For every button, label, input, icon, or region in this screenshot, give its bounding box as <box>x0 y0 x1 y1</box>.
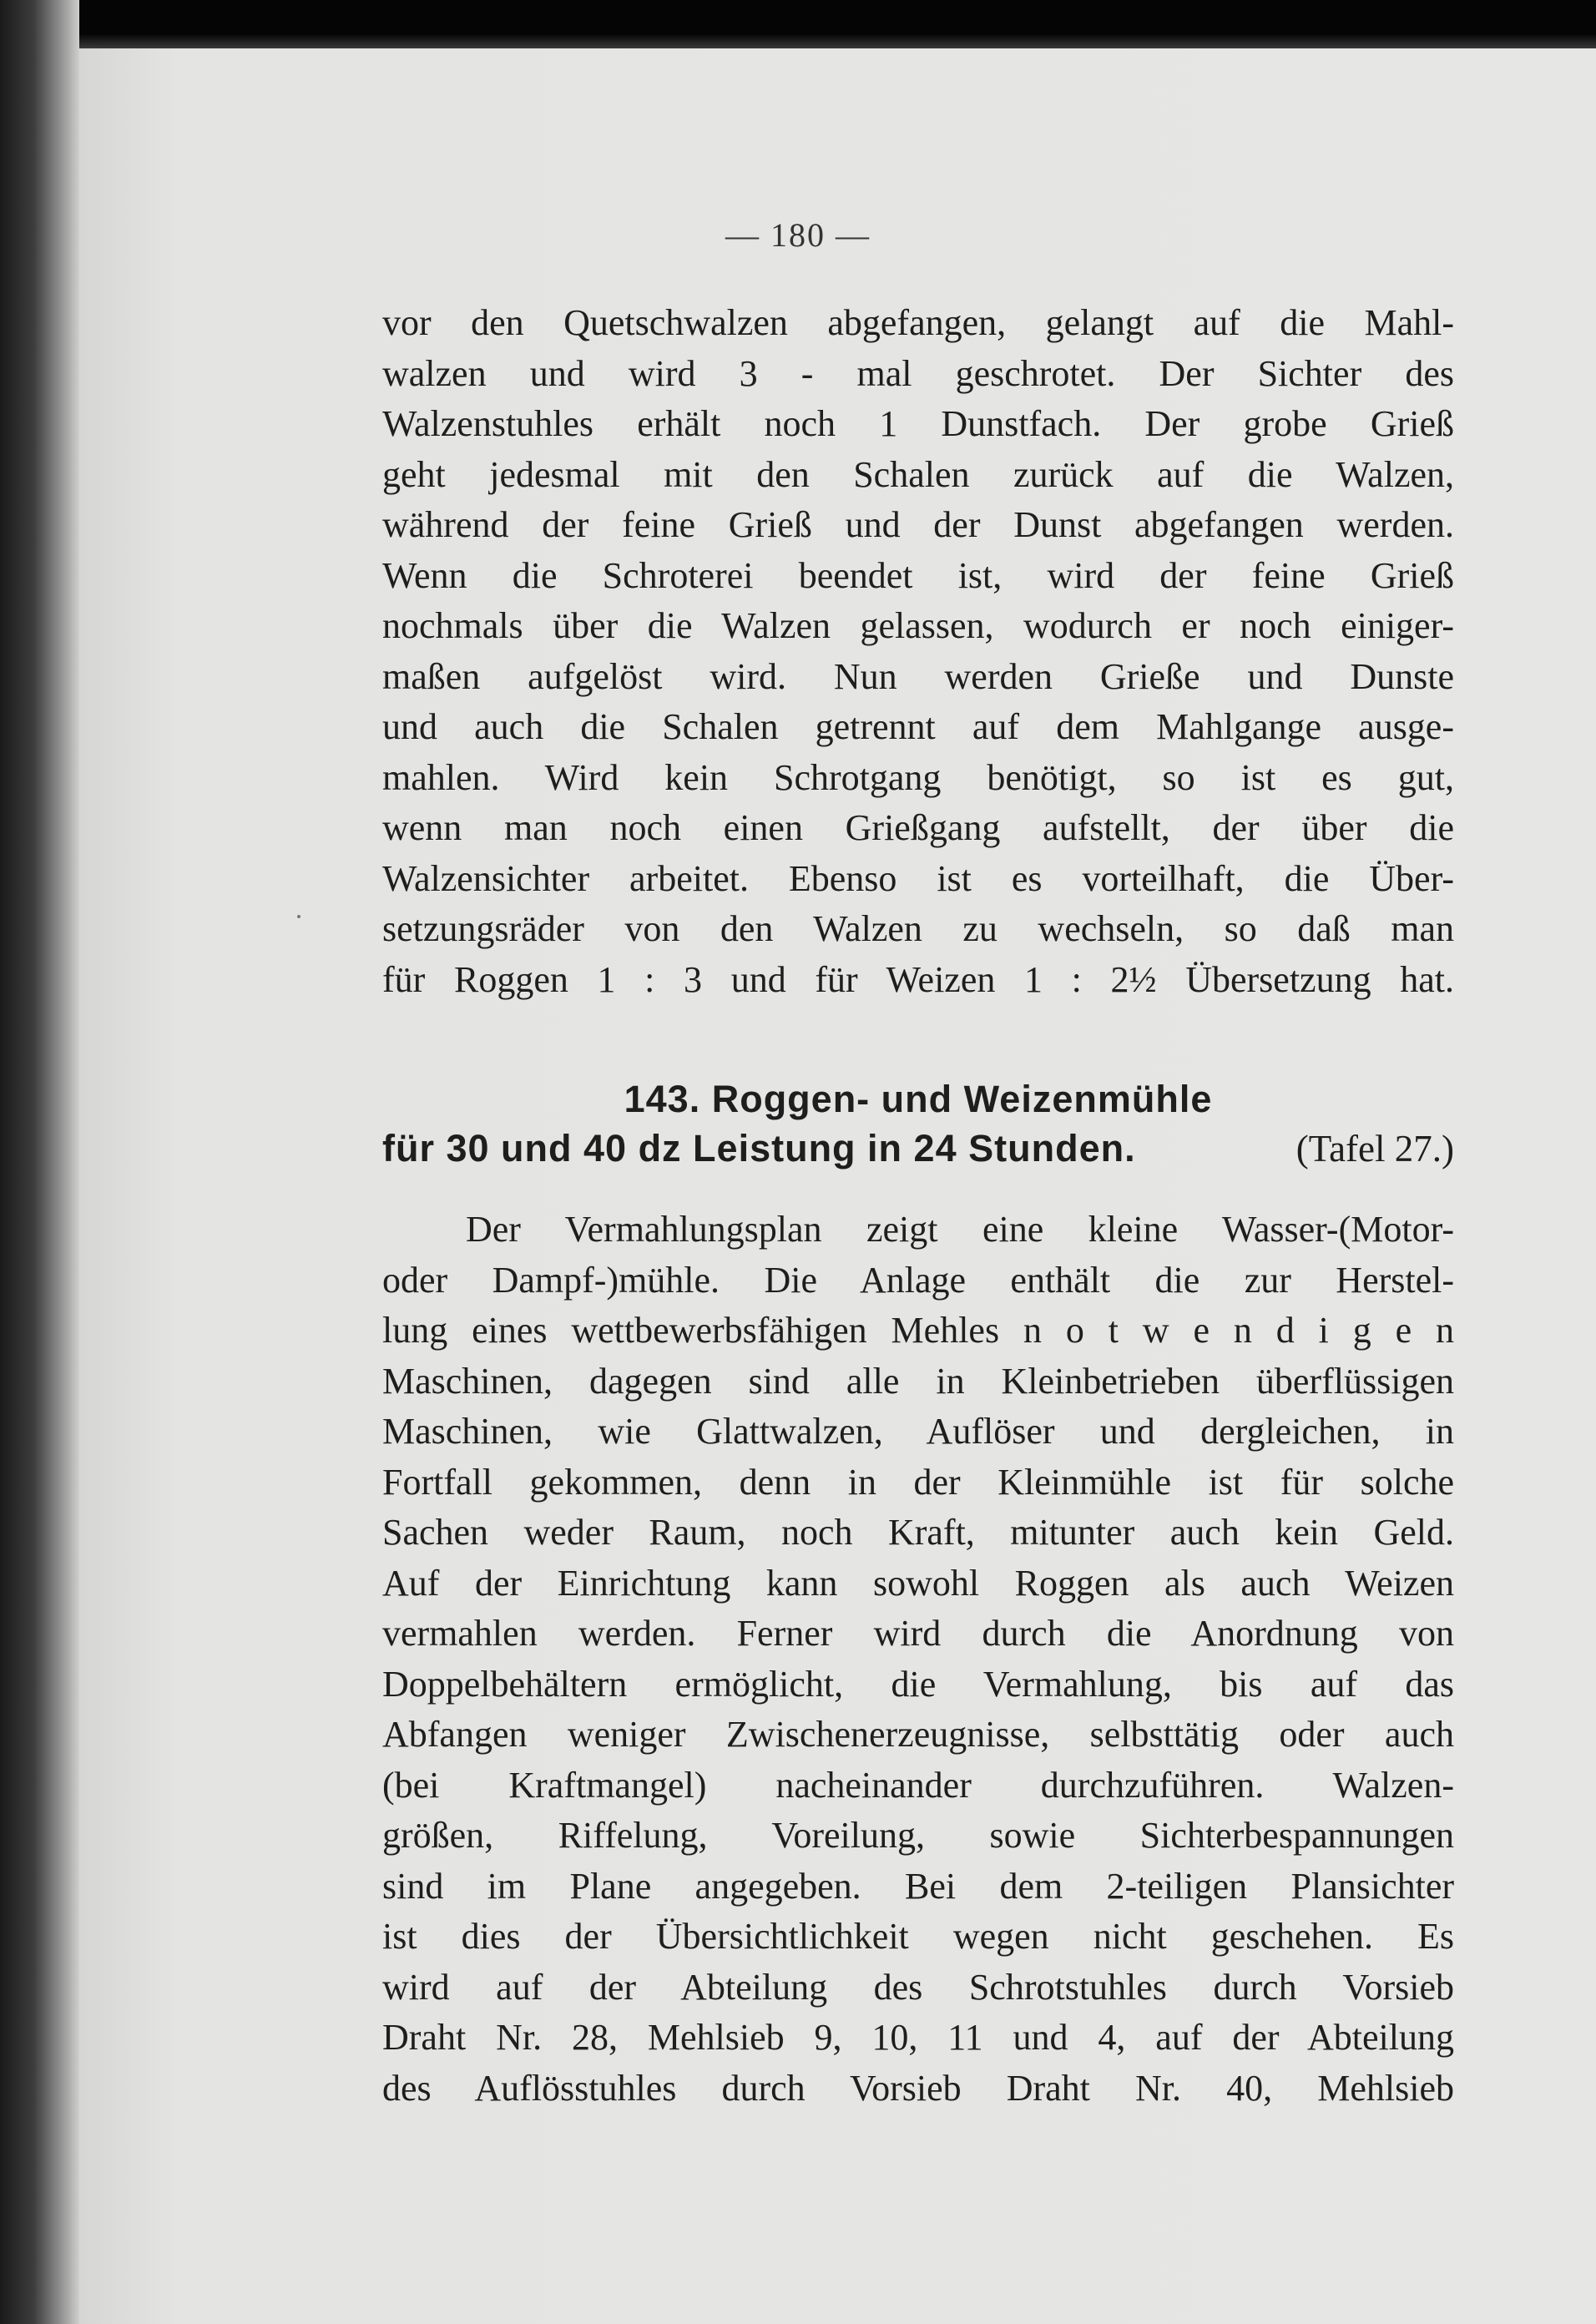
text-line: nochmals über die Walzen gelassen, wodurch er noch einiger- <box>382 605 1454 646</box>
text-line: wird auf der Abteilung des Schrotstuhles durch Vorsieb <box>382 1966 1454 2008</box>
text-line: walzen und wird 3 - mal geschrotet. Der Sichter des <box>382 352 1454 394</box>
paragraph-1 <box>382 298 1454 1005</box>
text-line: für Roggen 1 : 3 und für Weizen 1 : 2½ Übersetzung hat. <box>382 958 1454 1000</box>
text-line: mahlen. Wird kein Schrotgang benötigt, so ist es gut, <box>382 756 1454 798</box>
text-line: Fortfall gekommen, denn in der Kleinmühle ist für solche <box>382 1461 1454 1503</box>
text-line: des Auflösstuhles durch Vorsieb Draht Nr. 40, Mehlsieb <box>382 2067 1454 2109</box>
text-line: Walzenstuhles erhält noch 1 Dunstfach. Der grobe Grieß <box>382 403 1454 444</box>
section-title-line-1: 143. Roggen- und Weizenmühle <box>624 1078 1213 1120</box>
section-heading <box>382 1075 1454 1174</box>
text-line: Draht Nr. 28, Mehlsieb 9, 10, 11 und 4, auf der Abteilung <box>382 2017 1454 2058</box>
text-line: lung eines wettbewerbsfähigen Mehles n o t w e n d i g e n <box>382 1310 1454 1351</box>
text-line: vermahlen werden. Ferner wird durch die Anordnung von <box>382 1613 1454 1654</box>
text-line: (bei Kraftmangel) nacheinander durchzuführen. Walzen- <box>382 1764 1454 1806</box>
text-line: Doppelbehältern ermöglicht, die Vermahlung, bis auf das <box>382 1663 1454 1705</box>
text-line: wenn man noch einen Grießgang aufstellt, der über die <box>382 807 1454 848</box>
text-line: Maschinen, dagegen sind alle in Kleinbetrieben überflüssigen <box>382 1360 1454 1402</box>
text-line: Walzensichter arbeitet. Ebenso ist es vorteilhaft, die Über- <box>382 857 1454 899</box>
plate-reference: (Tafel 27.) <box>1295 1128 1454 1170</box>
text-line: maßen aufgelöst wird. Nun werden Grieße und Dunste <box>382 655 1454 697</box>
scan-top-edge <box>0 0 1596 48</box>
text-line: und auch die Schalen getrennt auf dem Mahlgange ausge- <box>382 706 1454 747</box>
page-number: — 180 — <box>725 216 871 254</box>
scan-speck <box>297 915 301 918</box>
section-title-line-2 <box>382 1124 1454 1174</box>
scan-left-edge <box>0 0 79 2324</box>
text-line: Wenn die Schroterei beendet ist, wird der feine Grieß <box>382 554 1454 596</box>
text-line: Der Vermahlungsplan zeigt eine kleine Wasser-(Motor- <box>466 1209 1454 1250</box>
text-line: Maschinen, wie Glattwalzen, Auflöser und dergleichen, in <box>382 1411 1454 1452</box>
text-line: Sachen weder Raum, noch Kraft, mitunter auch kein Geld. <box>382 1512 1454 1553</box>
text-line: ist dies der Übersichtlichkeit wegen nicht geschehen. Es <box>382 1916 1454 1957</box>
text-line: sind im Plane angegeben. Bei dem 2-teiligen Plansichter <box>382 1865 1454 1907</box>
text-line: vor den Quetschwalzen abgefangen, gelangt auf die Mahl- <box>382 302 1454 343</box>
text-line: geht jedesmal mit den Schalen zurück auf die Walzen, <box>382 453 1454 495</box>
text-line: Abfangen weniger Zwischenerzeugnisse, selbsttätig oder auch <box>382 1714 1454 1755</box>
text-line: oder Dampf-)mühle. Die Anlage enthält die zur Herstel- <box>382 1259 1454 1301</box>
text-line: während der feine Grieß und der Dunst abgefangen werden. <box>382 504 1454 545</box>
text-line: setzungsräder von den Walzen zu wechseln, so daß man <box>382 908 1454 949</box>
text-line: Auf der Einrichtung kann sowohl Roggen als auch Weizen <box>382 1562 1454 1604</box>
text-line: größen, Riffelung, Voreilung, sowie Sichterbespannungen <box>382 1815 1454 1856</box>
section-title-subtitle: für 30 und 40 dz Leistung in 24 Stunden. <box>382 1127 1136 1170</box>
paragraph-2 <box>382 1205 1454 2114</box>
